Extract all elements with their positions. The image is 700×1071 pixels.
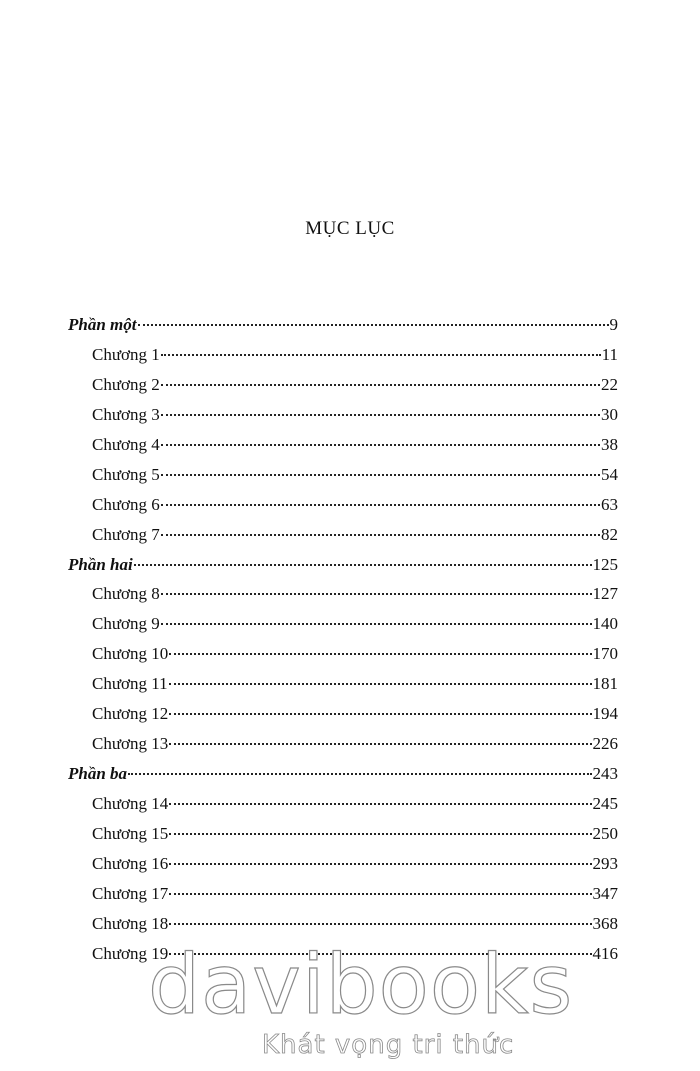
dot-leader <box>161 413 600 416</box>
toc-entry-label: Chương 19 <box>92 943 169 963</box>
dot-leader <box>161 473 600 476</box>
toc-row[interactable] <box>68 909 618 939</box>
dot-leader <box>161 533 600 536</box>
dot-leader <box>161 592 592 595</box>
toc-entry-label: Chương 16 <box>92 853 169 873</box>
toc-entry-label: Chương 15 <box>92 823 169 843</box>
dot-leader <box>134 563 592 566</box>
toc-row[interactable] <box>68 759 618 789</box>
toc-row[interactable] <box>68 639 618 669</box>
toc-page-number: 30 <box>601 404 618 424</box>
dot-leader <box>138 323 609 326</box>
toc-page-number: 416 <box>592 943 618 963</box>
dot-leader <box>169 832 591 835</box>
toc-page-number: 250 <box>592 823 618 843</box>
toc-page-number: 181 <box>592 674 618 694</box>
toc-row[interactable] <box>68 849 618 879</box>
dot-leader <box>161 622 592 625</box>
toc-row[interactable] <box>68 729 618 759</box>
toc-entry-label: Chương 7 <box>92 524 160 544</box>
toc-entry-label: Phần ba <box>68 764 128 784</box>
dot-leader <box>169 682 592 685</box>
dot-leader <box>169 892 591 895</box>
toc-row[interactable] <box>68 879 618 909</box>
toc-entry-label: Chương 10 <box>92 644 169 664</box>
toc-entry-label: Phần một <box>68 315 137 334</box>
toc-row[interactable] <box>68 819 618 849</box>
toc-page-number: 347 <box>592 883 618 903</box>
toc-row[interactable] <box>68 400 618 430</box>
toc-row[interactable] <box>68 789 618 819</box>
toc-page-number: 293 <box>592 853 618 873</box>
toc-row[interactable] <box>68 490 618 520</box>
toc-row[interactable] <box>68 430 618 460</box>
toc-entry-label: Chương 5 <box>92 464 160 484</box>
toc-entry-label: Chương 4 <box>92 434 160 454</box>
watermark-tagline: Khát vọng tri thức <box>262 1030 515 1060</box>
toc-entry-label: Chương 9 <box>92 614 160 634</box>
dot-leader <box>161 353 601 356</box>
toc-page-number: 170 <box>592 644 618 664</box>
dot-leader <box>169 802 591 805</box>
toc-page-number: 125 <box>592 554 618 574</box>
toc-row[interactable] <box>68 699 618 729</box>
dot-leader <box>169 862 591 865</box>
toc-row[interactable] <box>68 550 618 580</box>
toc-entry-label: Chương 13 <box>92 734 169 754</box>
toc-row[interactable] <box>68 520 618 550</box>
dot-leader <box>169 652 591 655</box>
toc-entry-label: Chương 18 <box>92 913 169 933</box>
toc-page-number: 243 <box>592 764 618 784</box>
toc-page-number: 368 <box>592 913 618 933</box>
toc-entry-label: Phần hai <box>68 554 133 574</box>
toc-entry-label: Chương 6 <box>92 494 160 514</box>
toc-page-number: 22 <box>601 374 618 394</box>
dot-leader <box>161 443 600 446</box>
toc-row[interactable] <box>68 370 618 400</box>
page-title: MỤC LỤC <box>305 218 395 239</box>
toc-entry-label: Chương 1 <box>92 344 160 364</box>
dot-leader <box>161 503 600 506</box>
toc-entry-label: Chương 3 <box>92 404 160 424</box>
toc-page-number: 194 <box>592 704 618 724</box>
dot-leader <box>128 772 591 775</box>
dot-leader <box>169 742 591 745</box>
watermark-logo: davibooks <box>148 938 574 1033</box>
toc-page-number: 127 <box>592 584 618 604</box>
dot-leader <box>161 383 600 386</box>
toc-page-number: 82 <box>601 524 618 544</box>
toc-row[interactable] <box>68 669 618 699</box>
toc-row[interactable] <box>68 609 618 639</box>
toc-page-number: 9 <box>609 315 618 334</box>
toc-entry-label: Chương 2 <box>92 374 160 394</box>
toc-entry-label: Chương 11 <box>92 674 168 694</box>
dot-leader <box>169 922 591 925</box>
toc-row[interactable] <box>68 310 618 340</box>
toc-entry-label: Chương 8 <box>92 584 160 604</box>
toc-entry-label: Chương 12 <box>92 704 169 724</box>
toc-page-number: 140 <box>592 614 618 634</box>
toc-entry-label: Chương 17 <box>92 883 169 903</box>
toc-page-number: 245 <box>592 794 618 813</box>
toc-page-number: 11 <box>601 344 618 364</box>
toc-row[interactable] <box>68 579 618 609</box>
toc-page-number: 63 <box>601 494 618 514</box>
table-of-contents <box>68 310 618 969</box>
toc-row[interactable] <box>68 460 618 490</box>
toc-page-number: 38 <box>601 434 618 454</box>
toc-row[interactable] <box>68 340 618 370</box>
toc-page-number: 226 <box>592 734 618 754</box>
toc-entry-label: Chương 14 <box>92 794 169 813</box>
toc-page-number: 54 <box>601 464 618 484</box>
dot-leader <box>169 712 591 715</box>
